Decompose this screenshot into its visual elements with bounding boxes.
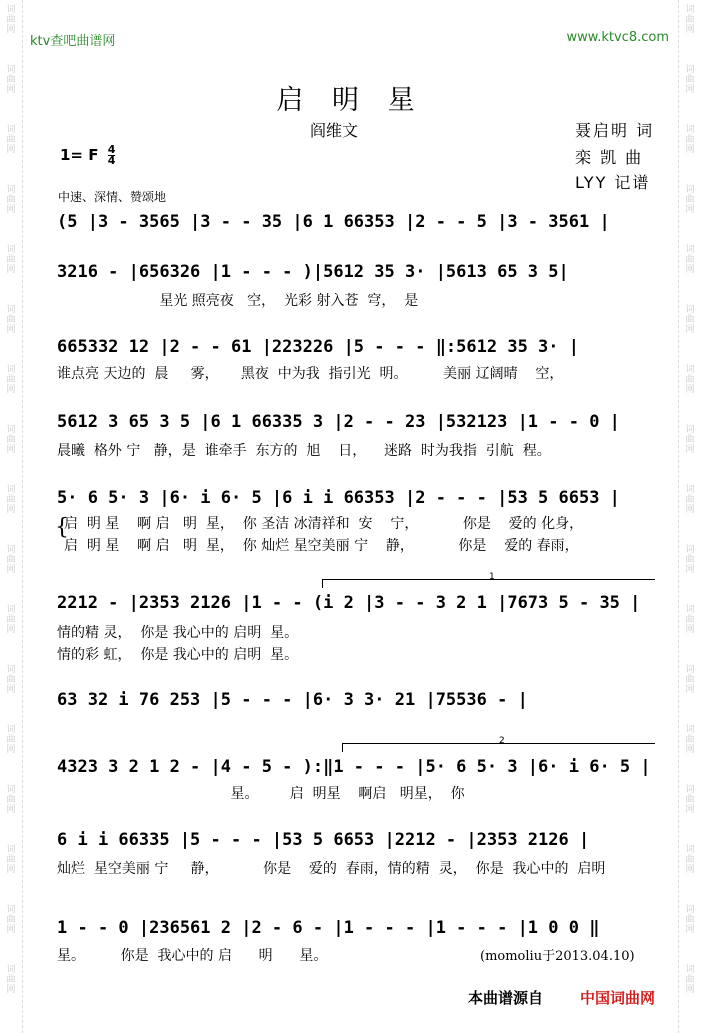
footer-source-label: 本曲谱源自: [468, 989, 544, 1007]
side-watermark: 词 曲 网: [685, 125, 695, 155]
notation-line-9: 6 i i 66335 |5 - - - |53 5 6653 |2212 - |2353 2126 |: [57, 830, 590, 850]
side-watermark: 词 曲 网: [685, 485, 695, 515]
tempo-marking: 中速、深情、赞颂地: [58, 190, 167, 204]
side-watermark: 词 曲 网: [6, 485, 16, 515]
side-watermark: 词 曲 网: [685, 785, 695, 815]
side-watermark: 词 曲 网: [685, 905, 695, 935]
side-watermark: 词 曲 网: [6, 665, 16, 695]
transcriber: LYY 记谱: [575, 173, 651, 192]
transcriber-signature: (momoliu于2013.04.10): [480, 949, 635, 964]
side-watermark: 词 曲 网: [685, 545, 695, 575]
verse-brace: {: [55, 515, 69, 540]
side-watermark: 词 曲 网: [6, 365, 16, 395]
site-name[interactable]: ktv查吧曲谱网: [30, 34, 116, 49]
lyric-line-9: 灿烂 星空美丽 宁 静， 你是 爱的 春雨，情的精 灵， 你是 我心中的 启明: [57, 861, 606, 877]
notation-line-10: 1 - - 0 |236561 2 |2 - 6 - |1 - - - |1 - - - |1 0 0 ‖: [57, 918, 600, 938]
time-signature-bottom: 4: [107, 154, 116, 167]
lyric-line-10: 星。 你是 我心中的 启 明 星。: [57, 948, 328, 964]
side-watermark: 词 曲 网: [685, 605, 695, 635]
side-watermark: 词 曲 网: [6, 785, 16, 815]
side-watermark: 词 曲 网: [685, 5, 695, 35]
side-watermark: 词 曲 网: [685, 365, 695, 395]
composer: 栾 凯 曲: [575, 148, 644, 167]
notation-line-5: 5· 6 5· 3 |6· i 6· 5 |6 i i 66353 |2 - - - |53 5 6653 |: [57, 488, 620, 508]
time-signature-top: 4: [107, 143, 116, 156]
side-watermark: 词 曲 网: [6, 965, 16, 995]
first-ending-number: 1: [489, 572, 495, 582]
side-watermark: 词 曲 网: [6, 545, 16, 575]
key-signature: [60, 145, 115, 166]
side-watermark: 词 曲 网: [685, 185, 695, 215]
notation-line-2: 3216 - |656326 |1 - - - )|5612 35 3· |5613 65 3 5|: [57, 262, 569, 282]
notation-line-6: 2212 - |2353 2126 |1 - - (i 2 |3 - - 3 2 1 |7673 5 - 35 |: [57, 593, 641, 613]
side-watermark: 词 曲 网: [685, 965, 695, 995]
side-watermark: 词 曲 网: [6, 725, 16, 755]
side-watermark: 词 曲 网: [6, 65, 16, 95]
notation-line-1: (5 |3 - 3565 |3 - - 35 |6 1 66353 |2 - - 5 |3 - 3561 |: [57, 212, 610, 232]
notation-line-7: 63 32 i 76 253 |5 - - - |6· 3 3· 21 |75536 - |: [57, 690, 528, 710]
side-watermark: 词 曲 网: [6, 845, 16, 875]
lyric-line-5b: 启 明 星 啊 启 明 星， 你 灿烂 星空美丽 宁 静， 你是 爱的 春雨，: [64, 538, 579, 554]
singer: 阎维文: [310, 121, 359, 140]
side-watermark: 词 曲 网: [6, 245, 16, 275]
footer-site-name[interactable]: 中国词曲网: [580, 989, 656, 1007]
side-watermark: 词 曲 网: [685, 725, 695, 755]
lyric-line-6a: 情的精 灵， 你是 我心中的 启明 星。: [57, 625, 299, 641]
lyric-line-3: 谁点亮 天边的 晨 雾， 黑夜 中为我 指引光 明。 美丽 辽阔晴 空，: [57, 366, 564, 382]
notation-line-3: 665332 12 |2 - - 61 |223226 |5 - - - ‖:5612 35 3· |: [57, 337, 579, 357]
side-watermark: 词 曲 网: [6, 905, 16, 935]
side-watermark: 词 曲 网: [685, 665, 695, 695]
lyricist: 聂启明 词: [575, 121, 655, 140]
side-watermark: 词 曲 网: [685, 305, 695, 335]
side-watermark: 词 曲 网: [6, 5, 16, 35]
lyric-line-8: 星。 启 明星 啊启 明星， 你: [57, 786, 465, 802]
side-watermark: 词 曲 网: [6, 605, 16, 635]
site-url[interactable]: www.ktvc8.com: [566, 30, 669, 45]
notation-line-8: 4323 3 2 1 2 - |4 - 5 - ):‖1 - - - |5· 6 5· 3 |6· i 6· 5 |: [57, 757, 651, 777]
lyric-line-4: 晨曦 格外 宁 静，是 谁牵手 东方的 旭 日， 迷路 时为我指 引航 程。: [57, 443, 551, 459]
lyric-line-6b: 情的彩 虹， 你是 我心中的 启明 星。: [57, 647, 299, 663]
side-watermark: 词 曲 网: [6, 185, 16, 215]
notation-line-4: 5612 3 65 3 5 |6 1 66335 3 |2 - - 23 |532123 |1 - - 0 |: [57, 412, 620, 432]
lyric-line-2: 星光 照亮夜 空， 光彩 射入苍 穹， 是: [57, 293, 419, 309]
key-label: 1= F: [60, 146, 99, 164]
side-watermark: 词 曲 网: [6, 125, 16, 155]
side-watermark: 词 曲 网: [685, 425, 695, 455]
second-ending-bracket: [342, 736, 655, 752]
side-watermark: 词 曲 网: [6, 425, 16, 455]
first-ending-bracket: [322, 572, 655, 588]
side-watermark: 词 曲 网: [685, 65, 695, 95]
side-watermark: 词 曲 网: [685, 245, 695, 275]
lyric-line-5a: 启 明 星 啊 启 明 星， 你 圣洁 冰清祥和 安 宁， 你是 爱的 化身，: [64, 516, 584, 532]
song-title: 启 明 星: [276, 85, 425, 116]
second-ending-number: 2: [499, 736, 505, 746]
side-watermark: 词 曲 网: [685, 845, 695, 875]
side-watermark: 词 曲 网: [6, 305, 16, 335]
